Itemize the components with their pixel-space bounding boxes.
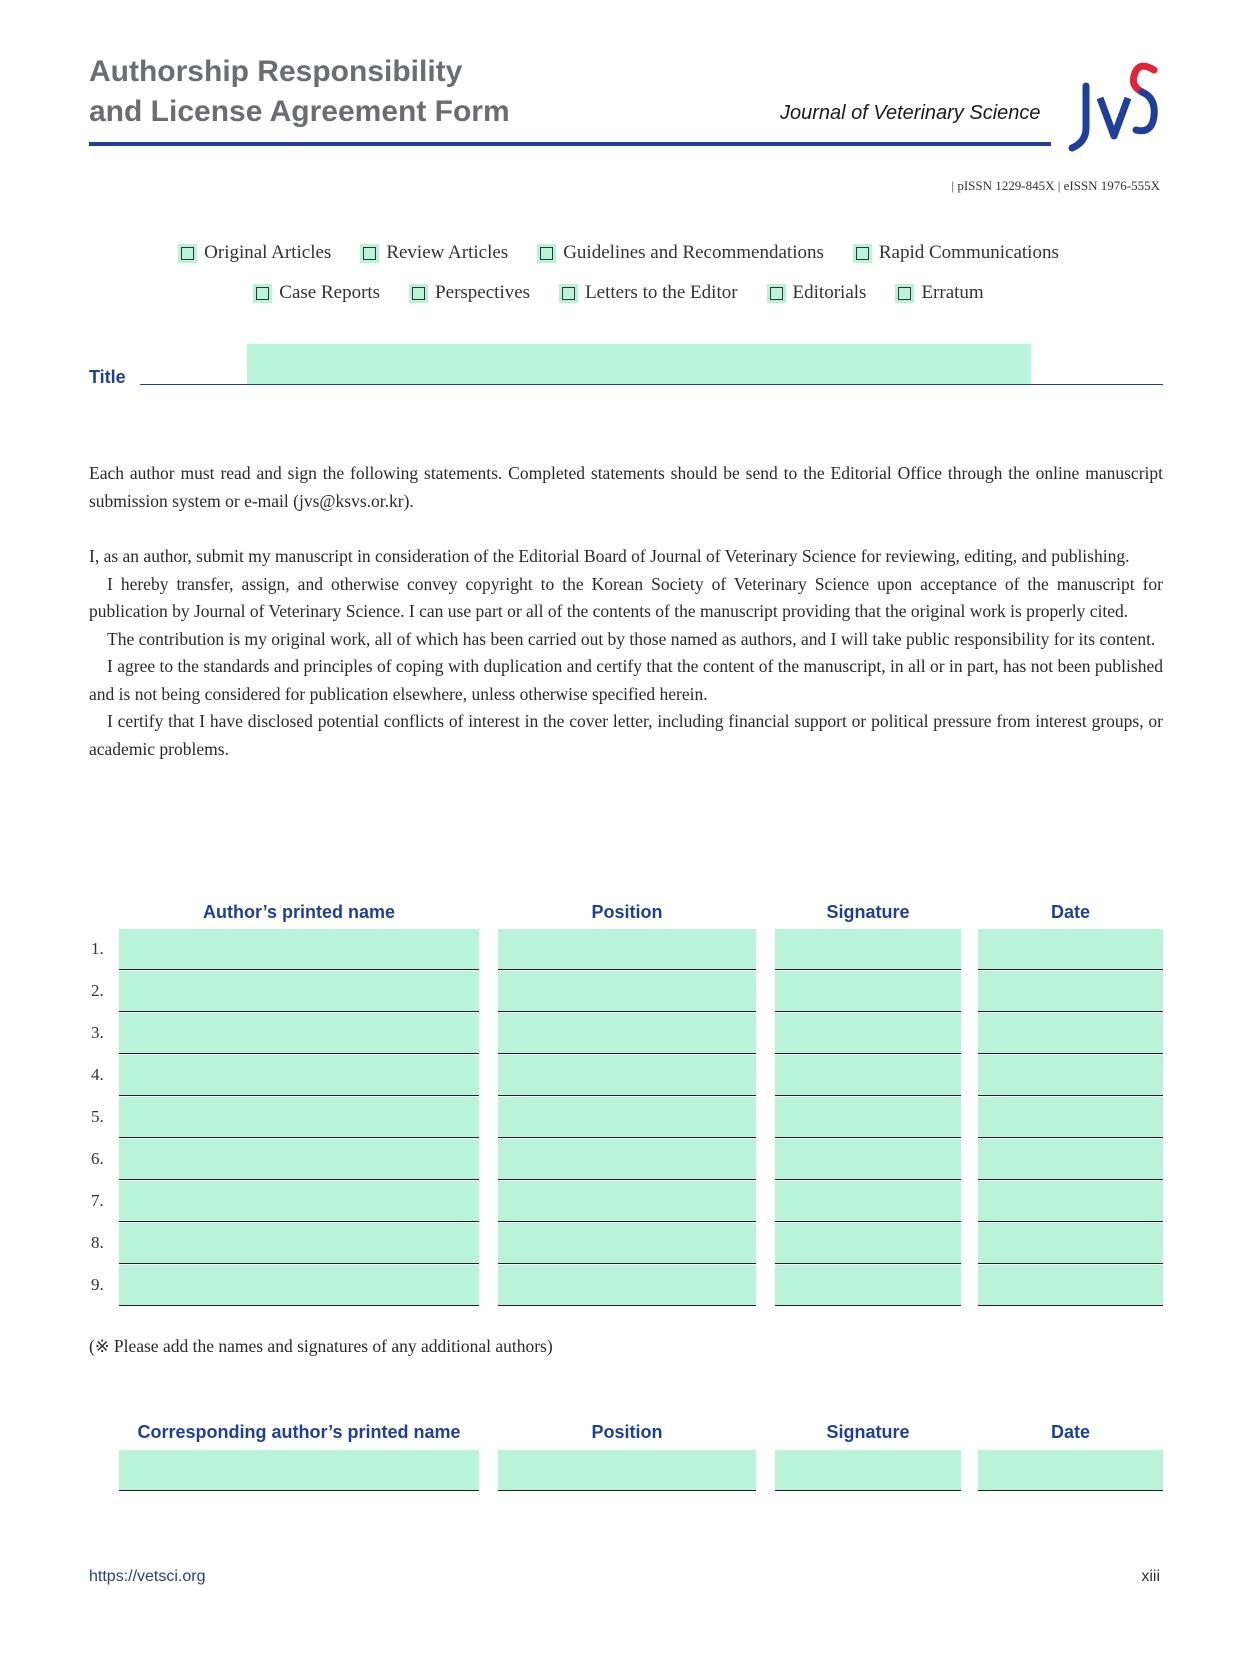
row-number: 6. xyxy=(91,1149,104,1168)
header-rule xyxy=(89,142,1051,146)
row-number: 2. xyxy=(91,981,104,1000)
author-date-input[interactable] xyxy=(978,1265,1163,1306)
author-date-input[interactable] xyxy=(978,1013,1163,1054)
author-name-input[interactable] xyxy=(119,1139,479,1180)
author-name-input[interactable] xyxy=(119,1265,479,1306)
statements xyxy=(89,543,1163,763)
type-review-articles[interactable]: Review Articles xyxy=(363,242,508,264)
corresponding-position-input[interactable] xyxy=(498,1450,756,1491)
header-date: Date xyxy=(1050,902,1090,922)
author-name-input[interactable] xyxy=(119,929,479,970)
author-name-input[interactable] xyxy=(119,1055,479,1096)
instructions: Each author must read and sign the following statements. Completed statements should be send to the Editorial Office through the online manuscript submission system or e-mail (jvs@ksvs.or.kr). xyxy=(89,463,1163,511)
article-types-row-2 xyxy=(0,282,1240,304)
author-signature-input[interactable] xyxy=(775,1055,961,1096)
author-position-input[interactable] xyxy=(498,1181,756,1222)
type-original-articles[interactable]: Original Articles xyxy=(181,242,331,264)
row-number: 5. xyxy=(91,1107,104,1126)
checkbox-icon[interactable] xyxy=(363,247,376,260)
author-signature-input[interactable] xyxy=(775,929,961,970)
row-number: 8. xyxy=(91,1233,104,1252)
author-date-input[interactable] xyxy=(978,929,1163,970)
author-date-input[interactable] xyxy=(978,1097,1163,1138)
type-case-reports[interactable]: Case Reports xyxy=(256,282,380,304)
author-name-input[interactable] xyxy=(119,1013,479,1054)
author-date-input[interactable] xyxy=(978,971,1163,1012)
statement-1: I, as an author, submit my manuscript in consideration of the Editorial Board of Journal of Veterinary Science for reviewing, editing, and publishing. xyxy=(89,546,1130,566)
author-date-input[interactable] xyxy=(978,1223,1163,1264)
author-position-input[interactable] xyxy=(498,1223,756,1264)
checkbox-icon[interactable] xyxy=(181,247,194,260)
author-signature-input[interactable] xyxy=(775,1097,961,1138)
form-title-line2: and License Agreement Form xyxy=(89,95,510,128)
statement-2: I hereby transfer, assign, and otherwise convey copyright to the Korean Society of Veterinary Science upon acceptance of the manuscript for publication by Journal of Veterinary Science. I can use part or all of the contents of the manuscript providing that the original work is properly cited. xyxy=(89,573,1163,621)
title-underline xyxy=(140,384,1163,385)
type-erratum[interactable]: Erratum xyxy=(898,282,983,304)
author-name-input[interactable] xyxy=(119,1097,479,1138)
author-position-input[interactable] xyxy=(498,1013,756,1054)
row-number: 7. xyxy=(91,1191,104,1210)
author-position-input[interactable] xyxy=(498,1265,756,1306)
statement-3: The contribution is my original work, all of which has been carried out by those named as authors, and I will take public responsibility for its content. xyxy=(107,628,1156,649)
author-signature-input[interactable] xyxy=(775,1223,961,1264)
checkbox-icon[interactable] xyxy=(412,287,425,300)
article-types-row-1 xyxy=(0,242,1240,264)
checkbox-icon[interactable] xyxy=(540,247,553,260)
jvs-logo xyxy=(1064,58,1164,158)
author-signature-input[interactable] xyxy=(775,1265,961,1306)
statement-5: I certify that I have disclosed potential conflicts of interest in the cover letter, including financial support or political pressure from interest groups, or academic problems. xyxy=(89,711,1163,759)
additional-authors-note: (※ Please add the names and signatures of any additional authors) xyxy=(89,1336,553,1356)
type-editorials[interactable]: Editorials xyxy=(770,282,867,304)
header-corresponding-date: Date xyxy=(1050,1422,1090,1442)
author-position-input[interactable] xyxy=(498,929,756,970)
author-position-input[interactable] xyxy=(498,971,756,1012)
header-corresponding-name: Corresponding author’s printed name xyxy=(137,1422,461,1442)
row-number: 3. xyxy=(91,1023,104,1042)
type-guidelines[interactable]: Guidelines and Recommendations xyxy=(540,242,824,264)
row-number: 4. xyxy=(91,1065,104,1084)
corresponding-signature-input[interactable] xyxy=(775,1450,961,1491)
header-signature: Signature xyxy=(826,902,910,922)
row-number: 1. xyxy=(91,939,104,958)
type-rapid-communications[interactable]: Rapid Communications xyxy=(856,242,1059,264)
title-input[interactable] xyxy=(247,344,1031,384)
author-position-input[interactable] xyxy=(498,1139,756,1180)
type-perspectives[interactable]: Perspectives xyxy=(412,282,530,304)
header-corresponding-signature: Signature xyxy=(826,1422,910,1442)
corresponding-date-input[interactable] xyxy=(978,1450,1163,1491)
author-date-input[interactable] xyxy=(978,1181,1163,1222)
issn-info: | pISSN 1229-845X | eISSN 1976-555X xyxy=(951,178,1160,193)
header-author-name: Author’s printed name xyxy=(202,902,395,922)
checkbox-icon[interactable] xyxy=(562,287,575,300)
form-title xyxy=(89,52,510,132)
checkbox-icon[interactable] xyxy=(770,287,783,300)
author-signature-input[interactable] xyxy=(775,1181,961,1222)
author-name-input[interactable] xyxy=(119,971,479,1012)
author-date-input[interactable] xyxy=(978,1139,1163,1180)
corresponding-name-input[interactable] xyxy=(119,1450,479,1491)
author-name-input[interactable] xyxy=(119,1181,479,1222)
form-title-line1: Authorship Responsibility xyxy=(89,55,463,88)
title-label: Title xyxy=(89,367,126,387)
statement-4: I agree to the standards and principles of coping with duplication and certify that the content of the manuscript, in all or in part, has not been published and is not being considered for publication elsewhere, unless otherwise specified herein. xyxy=(89,656,1163,704)
page-number: xiii xyxy=(1141,1568,1160,1585)
row-number: 9. xyxy=(91,1275,104,1294)
footer-url[interactable]: https://vetsci.org xyxy=(89,1568,206,1585)
author-name-input[interactable] xyxy=(119,1223,479,1264)
checkbox-icon[interactable] xyxy=(256,287,269,300)
checkbox-icon[interactable] xyxy=(856,247,869,260)
journal-name: Journal of Veterinary Science xyxy=(780,102,1041,124)
header-corresponding-position: Position xyxy=(591,1422,663,1442)
header-position: Position xyxy=(591,902,663,922)
author-position-input[interactable] xyxy=(498,1055,756,1096)
author-signature-input[interactable] xyxy=(775,1013,961,1054)
author-signature-input[interactable] xyxy=(775,971,961,1012)
author-date-input[interactable] xyxy=(978,1055,1163,1096)
checkbox-icon[interactable] xyxy=(898,287,911,300)
author-signature-input[interactable] xyxy=(775,1139,961,1180)
type-letters-to-editor[interactable]: Letters to the Editor xyxy=(562,282,737,304)
author-position-input[interactable] xyxy=(498,1097,756,1138)
